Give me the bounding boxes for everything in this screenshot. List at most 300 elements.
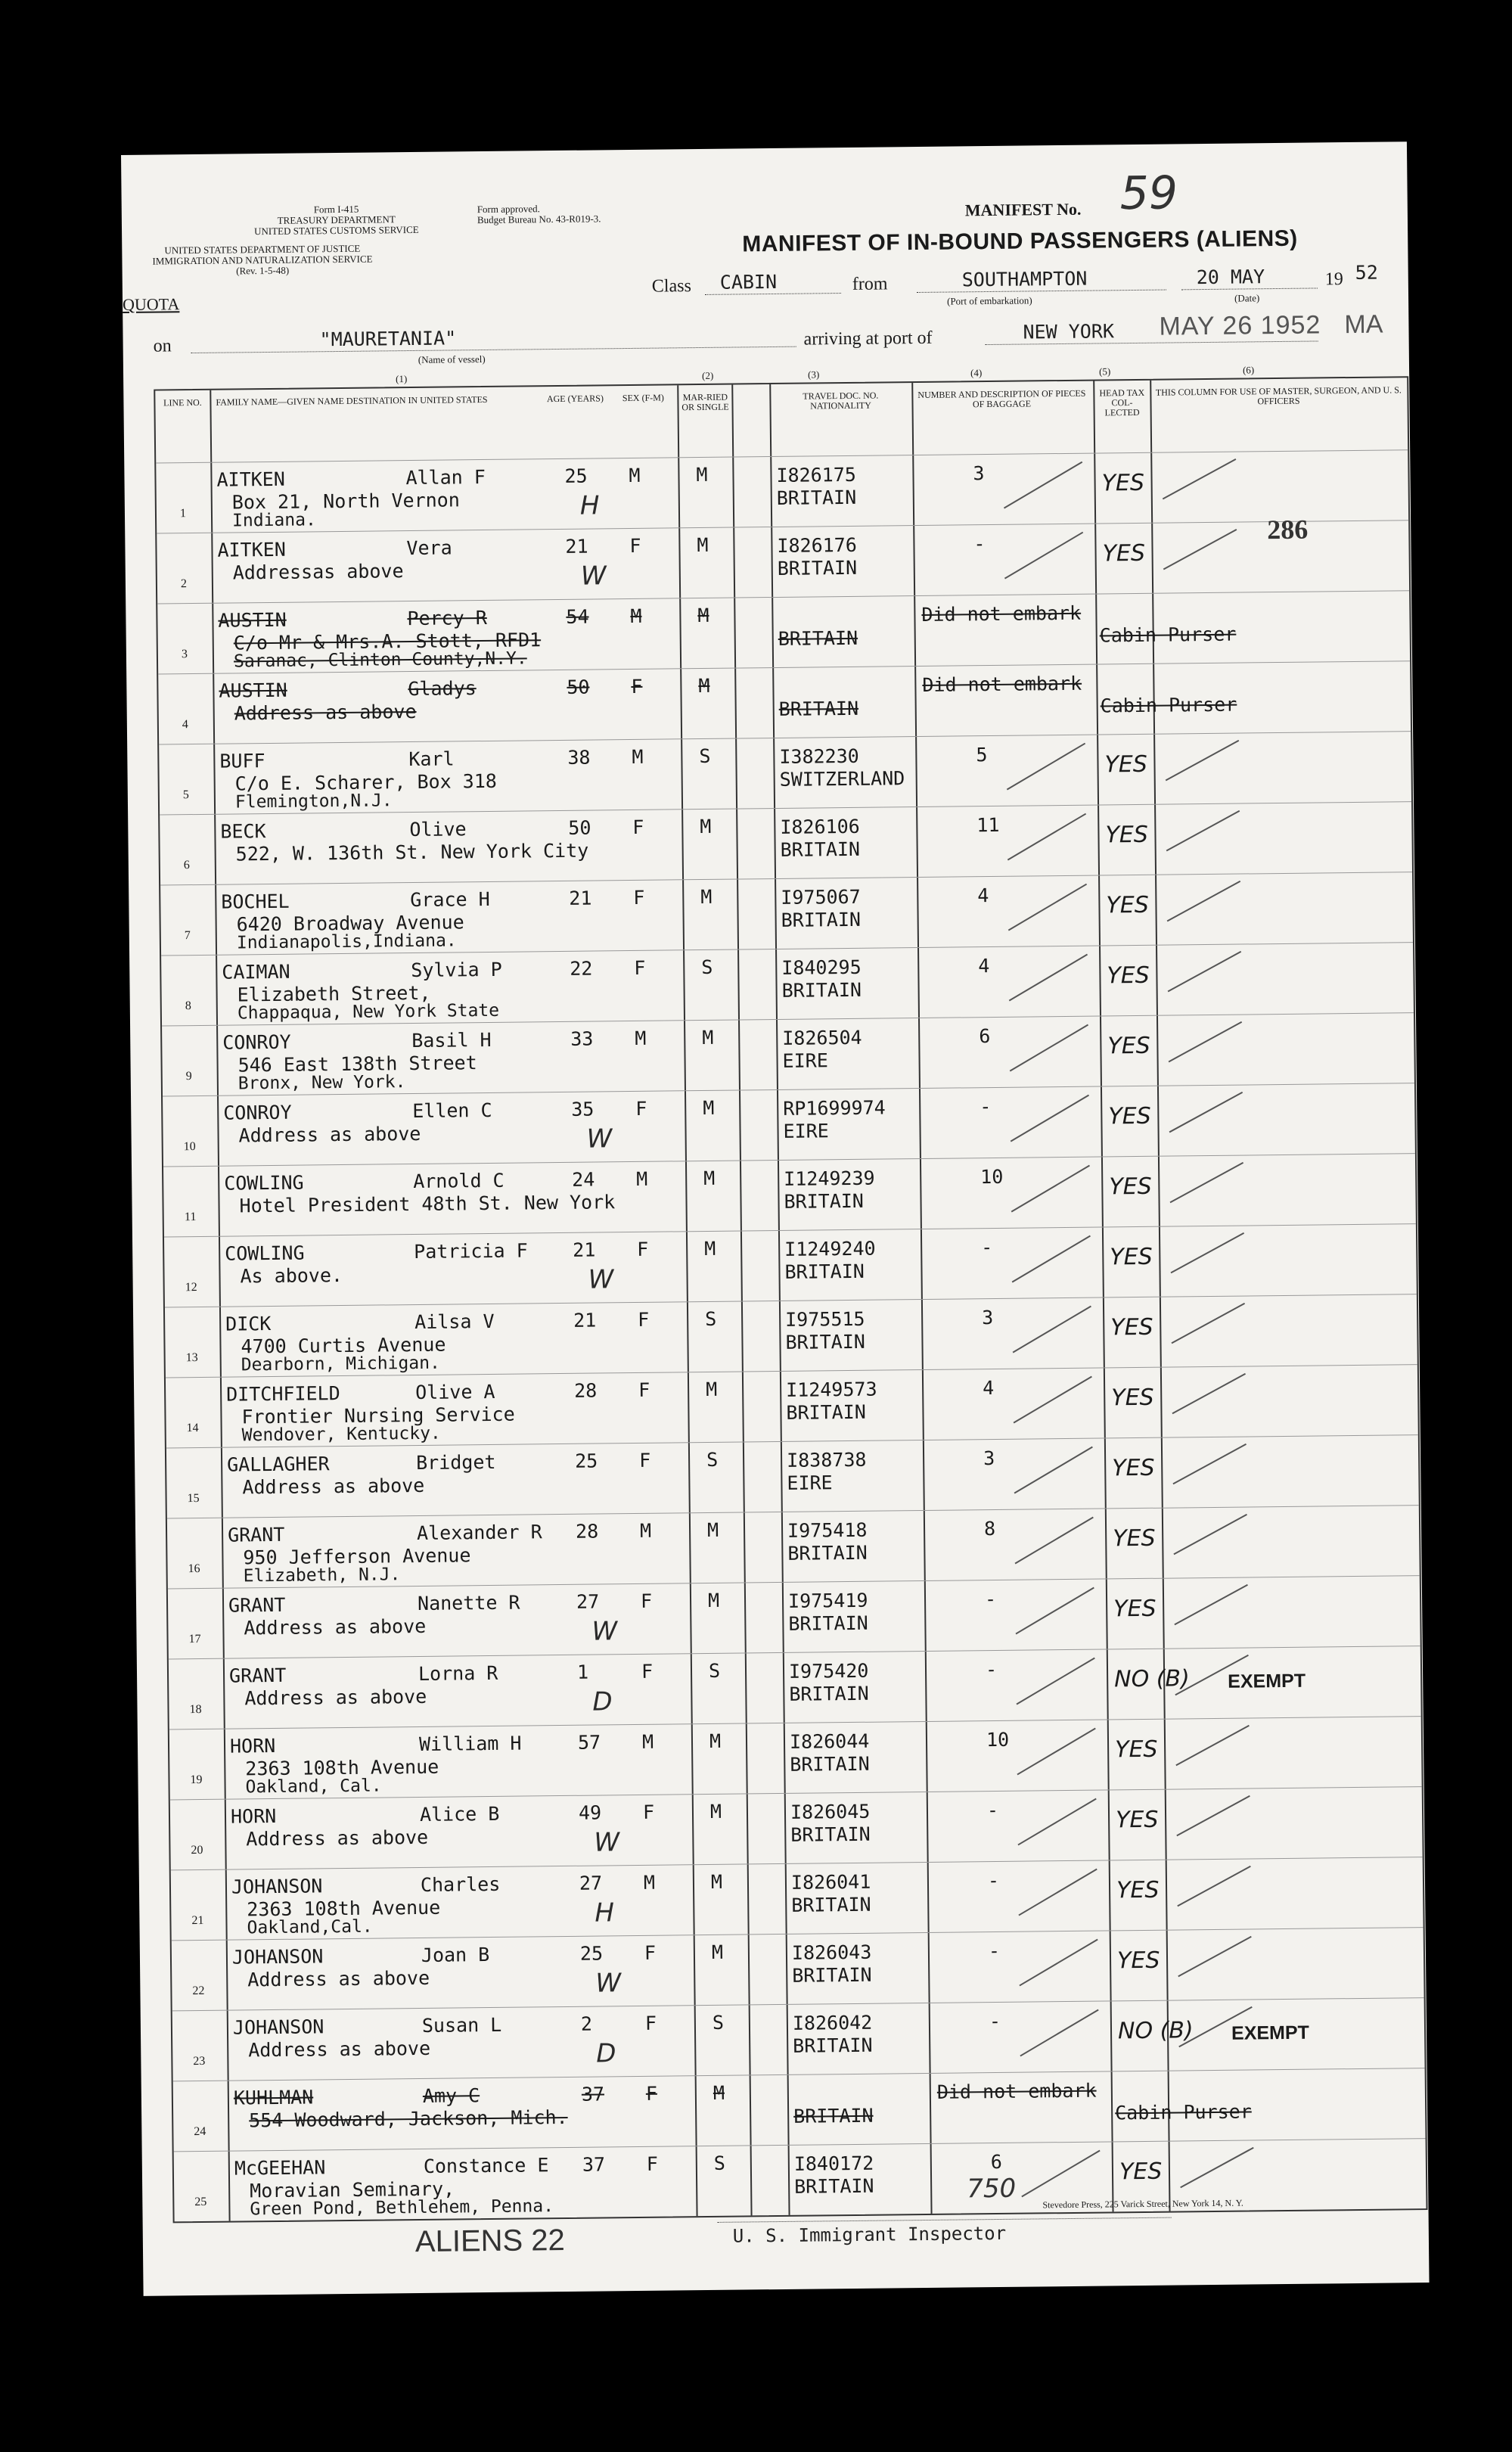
check-stroke — [1170, 1162, 1244, 1203]
head-tax: NO (B) — [1113, 1665, 1190, 1693]
age: 37 — [581, 2083, 605, 2105]
marital-status: M — [696, 463, 708, 486]
nationality: BRITAIN — [792, 1963, 872, 1987]
travel-doc-no: I826045 — [790, 1800, 871, 1823]
line-number: 15 — [187, 1492, 200, 1506]
sex: F — [635, 1097, 647, 1120]
family-name: JOHANSON — [231, 1945, 324, 1969]
family-name: BOCHEL — [221, 890, 290, 913]
check-stroke — [1171, 1232, 1245, 1273]
handwritten-mark: W — [591, 1616, 618, 1647]
head-tax: YES — [1108, 1102, 1151, 1130]
travel-doc-no: I826176 — [777, 533, 857, 557]
handwritten-mark: D — [596, 2038, 616, 2069]
baggage: 4 — [978, 955, 990, 977]
head-tax: YES — [1106, 891, 1149, 919]
justice-label: UNITED STATES DEPARTMENT OF JUSTICE — [164, 242, 361, 256]
age: 21 — [569, 887, 592, 909]
line-number: 4 — [182, 718, 188, 732]
line-number: 13 — [185, 1351, 198, 1365]
head-tax: Cabin Purser — [1100, 693, 1237, 717]
nationality: EIRE — [782, 1049, 828, 1072]
sex: M — [643, 1871, 656, 1894]
given-name: Amy C — [422, 2084, 480, 2107]
nationality: BRITAIN — [785, 1330, 865, 1353]
head-tax: Cabin Purser — [1115, 2100, 1252, 2124]
check-stroke — [1014, 1447, 1093, 1494]
age: 28 — [575, 1520, 599, 1543]
check-stroke — [1016, 1658, 1094, 1705]
destination: Address as above — [242, 1474, 425, 1499]
customs-label: UNITED STATES CUSTOMS SERVICE — [253, 223, 419, 238]
baggage: - — [987, 1869, 1000, 1892]
age: 21 — [573, 1238, 596, 1261]
marital-status: M — [713, 2081, 725, 2104]
baggage: - — [989, 2009, 1001, 2033]
sex: F — [634, 956, 646, 979]
marital-status: M — [704, 1237, 716, 1260]
header-age: AGE (YEARS) — [546, 393, 604, 405]
nationality: BRITAIN — [790, 1752, 870, 1776]
baggage: 10 — [986, 1728, 1010, 1751]
manifest-page — [121, 141, 1430, 2296]
head-tax: Cabin Purser — [1099, 623, 1237, 647]
handwritten-mark: H — [595, 1897, 615, 1928]
marital-status: M — [697, 533, 709, 557]
sex: F — [631, 675, 643, 698]
head-tax: YES — [1101, 469, 1145, 497]
family-name: CONROY — [223, 1101, 292, 1124]
given-name: Olive A — [414, 1380, 495, 1404]
line-number: 22 — [192, 1984, 205, 1998]
age: 2 — [580, 2012, 593, 2035]
given-name: Olive — [409, 818, 467, 841]
family-name: COWLING — [225, 1242, 305, 1265]
age: 21 — [573, 1309, 597, 1332]
baggage: Did not embark — [921, 601, 1082, 626]
check-stroke — [1168, 951, 1242, 992]
nationality: BRITAIN — [787, 1541, 868, 1565]
header-officers: THIS COLUMN FOR USE OF MASTER, SURGEON, AND U. S. OFFICERS — [1155, 384, 1402, 407]
head-tax: NO (B) — [1117, 2017, 1194, 2045]
marital-status: M — [703, 1167, 716, 1190]
check-stroke — [1009, 954, 1088, 1002]
check-stroke — [1163, 458, 1237, 499]
check-stroke — [1014, 1376, 1092, 1424]
destination: 2363 108th Avenue — [247, 1896, 441, 1921]
check-stroke — [1013, 1306, 1091, 1353]
manifest-no: 59 — [1119, 166, 1178, 221]
family-name: GRANT — [228, 1593, 286, 1617]
nationality: BRITAIN — [777, 556, 858, 580]
check-stroke — [1180, 2147, 1254, 2188]
destination-line-2: Flemington,N.J. — [234, 791, 393, 813]
sex: F — [633, 886, 645, 909]
destination: As above. — [240, 1264, 343, 1288]
port-caption: (Port of embarkation) — [947, 294, 1032, 307]
family-name: McGEEHAN — [234, 2156, 326, 2180]
given-name: Basil H — [411, 1028, 492, 1052]
check-stroke — [1008, 884, 1087, 931]
travel-doc-no: I1249573 — [785, 1378, 877, 1401]
marital-status: M — [700, 885, 713, 909]
destination-line-2: Elizabeth, N.J. — [243, 1565, 401, 1586]
travel-doc-no: I826041 — [790, 1870, 871, 1894]
table-row — [174, 2138, 1427, 2222]
destination-line-2: Chappaqua, New York State — [237, 1000, 500, 1024]
age: 38 — [567, 746, 591, 769]
destination: Address as above — [234, 700, 417, 725]
punch-hole-4 — [70, 787, 105, 822]
age: 54 — [566, 605, 589, 628]
line-number: 20 — [191, 1843, 203, 1857]
header-head-tax: HEAD TAX COL-LECTED — [1099, 387, 1145, 418]
marital-status: M — [702, 1026, 714, 1049]
head-tax: YES — [1119, 2158, 1163, 2186]
head-tax: YES — [1114, 1736, 1158, 1764]
punch-hole-8 — [70, 2209, 105, 2244]
age: 33 — [570, 1027, 594, 1050]
head-tax: YES — [1109, 1173, 1152, 1201]
given-name: Gladys — [408, 677, 477, 701]
nationality: BRITAIN — [788, 1611, 868, 1635]
nationality: EIRE — [783, 1120, 829, 1142]
baggage: Did not embark — [936, 2079, 1097, 2103]
marital-status: S — [706, 1448, 719, 1471]
header-name: FAMILY NAME—GIVEN NAME DESTINATION IN UNITED STATES — [216, 393, 488, 408]
check-stroke — [1004, 532, 1083, 580]
nationality: BRITAIN — [793, 2104, 874, 2127]
given-name: Vera — [406, 536, 452, 560]
age: 37 — [582, 2153, 606, 2176]
destination: Address as above — [247, 1966, 430, 1991]
line-number: 3 — [181, 648, 188, 661]
check-stroke — [1173, 1514, 1247, 1555]
travel-doc-no: I826175 — [776, 463, 856, 486]
line-number: 7 — [184, 929, 191, 943]
check-stroke — [1169, 1021, 1243, 1062]
age: 24 — [572, 1168, 595, 1191]
check-stroke — [1166, 740, 1240, 781]
marital-status: M — [698, 674, 710, 698]
travel-doc-no: I975067 — [781, 885, 861, 909]
head-tax: YES — [1110, 1243, 1153, 1271]
nationality: BRITAIN — [793, 2034, 873, 2057]
given-name: Alice B — [419, 1802, 500, 1826]
marital-status: M — [711, 1941, 724, 1963]
destination: C/o E. Scharer, Box 318 — [234, 769, 498, 795]
marital-status: M — [705, 1378, 718, 1400]
check-stroke — [1172, 1373, 1246, 1414]
inspector-line — [718, 2217, 1172, 2223]
sex: F — [629, 534, 641, 557]
marital-status: M — [709, 1800, 722, 1823]
vessel-name: "MAURETANIA" — [319, 327, 457, 351]
destination: 2363 108th Avenue — [245, 1755, 439, 1780]
destination-line-2: Oakland,Cal. — [247, 1916, 373, 1938]
age: 49 — [578, 1801, 602, 1824]
nationality: BRITAIN — [789, 1682, 869, 1705]
punch-hole-7 — [70, 1816, 105, 1851]
budget-label: Budget Bureau No. 43-R019-3. — [477, 213, 601, 226]
officer-note: EXEMPT — [1228, 1670, 1306, 1692]
handwritten-mark: W — [588, 1264, 614, 1295]
line-number: 25 — [194, 2195, 207, 2209]
nationality: BRITAIN — [778, 697, 859, 720]
given-name: Alexander R — [416, 1521, 542, 1545]
inspector-label: U. S. Immigrant Inspector — [732, 2222, 1007, 2247]
head-tax: YES — [1116, 1947, 1160, 1975]
family-name: HORN — [230, 1804, 277, 1828]
handwritten-mark: W — [594, 1827, 620, 1858]
head-tax: YES — [1107, 962, 1150, 990]
travel-doc-no: I826044 — [789, 1729, 870, 1753]
destination-line-2: Indiana. — [231, 510, 316, 531]
destination-line-2: Dearborn, Michigan. — [241, 1353, 440, 1375]
marital-status: S — [708, 1659, 721, 1682]
year-value: 52 — [1355, 261, 1378, 284]
destination-line-2: Green Pond, Bethlehem, Penna. — [250, 2196, 554, 2220]
given-name: Ailsa V — [414, 1310, 495, 1334]
line-number: 12 — [185, 1281, 197, 1294]
destination: 554 Woodward, Jackson, Mich. — [249, 2105, 568, 2132]
destination: C/o Mr & Mrs.A. Stott, RFD1 — [233, 629, 542, 654]
check-stroke — [1019, 1939, 1098, 1987]
sex: F — [640, 1590, 653, 1612]
sex: F — [637, 1238, 649, 1260]
destination: Moravian Seminary, — [250, 2177, 455, 2202]
sex: M — [639, 1519, 652, 1542]
punch-hole-1 — [70, 225, 105, 260]
class-label: Class — [651, 276, 692, 297]
given-name: Sylvia P — [411, 958, 502, 982]
family-name: AUSTIN — [218, 608, 287, 632]
passenger-table — [154, 376, 1427, 2223]
family-name: BECK — [220, 820, 266, 843]
travel-doc-no: I826042 — [792, 2011, 873, 2034]
sex: F — [638, 1449, 651, 1472]
destination: 6420 Broadway Avenue — [236, 911, 464, 936]
header-line-no: LINE NO. — [163, 396, 202, 409]
given-name: Arnold C — [413, 1169, 505, 1193]
given-name: Joan B — [421, 1944, 490, 1966]
age: 50 — [567, 676, 590, 698]
baggage: 3 — [973, 462, 985, 485]
family-name: GALLAGHER — [226, 1453, 330, 1476]
marital-status: M — [703, 1096, 715, 1120]
class-value: CABIN — [719, 270, 778, 294]
approval-block — [477, 203, 601, 225]
check-stroke — [1167, 881, 1241, 921]
destination: 522, W. 136th St. New York City — [235, 839, 589, 866]
sex: F — [632, 816, 644, 838]
sex: M — [635, 1027, 647, 1049]
check-stroke — [1016, 1587, 1094, 1635]
family-name: HORN — [229, 1734, 276, 1757]
baggage: - — [973, 533, 986, 555]
head-tax: YES — [1115, 1806, 1159, 1834]
family-name: AITKEN — [216, 468, 285, 491]
stamp-suffix: MA — [1344, 309, 1383, 340]
family-name: AITKEN — [217, 538, 286, 561]
travel-doc-no: I382230 — [779, 744, 859, 768]
head-tax: YES — [1110, 1313, 1153, 1341]
travel-doc-no: RP1699974 — [783, 1096, 886, 1120]
travel-doc-no: I840295 — [781, 956, 862, 979]
check-stroke — [1174, 1584, 1248, 1625]
printer-label: Stevedore Press, 225 Varick Street, New York 14, N. Y. — [1042, 2197, 1243, 2211]
family-name: AUSTIN — [219, 679, 287, 702]
baggage: 10 — [980, 1165, 1004, 1189]
given-name: Charles — [420, 1872, 501, 1896]
family-name: DITCHFIELD — [226, 1382, 340, 1406]
punch-hole-3 — [70, 685, 105, 719]
travel-doc-no: I975420 — [788, 1659, 869, 1683]
check-stroke — [1166, 810, 1240, 851]
header-baggage: NUMBER AND DESCRIPTION OF PIECES OF BAGGAGE — [917, 387, 1086, 410]
check-stroke — [1163, 529, 1237, 570]
check-stroke — [1007, 813, 1086, 861]
family-name: CONROY — [222, 1030, 291, 1054]
baggage: 6 — [979, 1025, 991, 1048]
destination-line-2: Wendover, Kentucky. — [241, 1423, 441, 1446]
age: 25 — [579, 1942, 604, 1965]
line-number: 19 — [190, 1773, 203, 1787]
vessel-underline — [191, 347, 796, 353]
baggage: 4 — [977, 884, 989, 907]
date-value: 20 MAY — [1196, 266, 1265, 289]
check-stroke — [1007, 743, 1085, 791]
sex: M — [636, 1167, 648, 1190]
punch-hole-2 — [70, 348, 105, 383]
given-name: Susan L — [421, 2013, 502, 2037]
age: 25 — [564, 465, 588, 487]
check-stroke — [1011, 1165, 1090, 1213]
destination: Address as above — [246, 1826, 429, 1851]
line-number: 21 — [191, 1913, 204, 1928]
travel-doc-no: I975419 — [787, 1589, 868, 1612]
baggage: 8 — [983, 1517, 996, 1540]
check-stroke — [1020, 2009, 1098, 2057]
check-stroke — [1012, 1235, 1091, 1283]
page-title: MANIFEST OF IN-BOUND PASSENGERS (ALIENS) — [742, 225, 1298, 257]
travel-doc-no: I1249239 — [784, 1167, 875, 1190]
family-name: DICK — [225, 1313, 272, 1335]
destination-line-2: Saranac, Clinton County,N.Y. — [233, 648, 527, 672]
age: 28 — [573, 1379, 598, 1402]
sex: M — [629, 464, 641, 486]
head-tax: YES — [1104, 751, 1148, 778]
given-name: Constance E — [423, 2154, 549, 2177]
check-stroke — [1010, 1024, 1088, 1072]
check-stroke — [1004, 461, 1082, 509]
arrival-stamp: MAY 26 1952 — [1159, 310, 1321, 341]
sex: F — [644, 1941, 657, 1964]
nationality: BRITAIN — [791, 1893, 871, 1916]
nationality: BRITAIN — [780, 838, 861, 861]
nationality: BRITAIN — [778, 626, 858, 650]
officer-note: EXEMPT — [1231, 2022, 1310, 2044]
line-number: 1 — [179, 507, 187, 521]
vessel-caption: (Name of vessel) — [418, 353, 486, 365]
approved-label: Form approved. — [477, 203, 540, 216]
form-number: Form I-415 — [313, 203, 359, 216]
line-number: 2 — [180, 577, 188, 591]
given-name: Lorna R — [418, 1661, 498, 1685]
nationality: SWITZERLAND — [779, 767, 905, 791]
on-label: on — [153, 336, 172, 356]
handwritten-mark: W — [580, 561, 607, 592]
line-number: 23 — [193, 2054, 206, 2068]
travel-doc-no: I826043 — [791, 1941, 872, 1964]
form-agency-block — [254, 204, 419, 237]
given-name: Percy R — [407, 606, 487, 630]
punch-hole-6 — [70, 1528, 105, 1563]
ins-label: IMMIGRATION AND NATURALIZATION SERVICE — [152, 253, 373, 267]
nationality: BRITAIN — [776, 486, 857, 509]
travel-doc-no: I826106 — [780, 815, 860, 838]
baggage: - — [981, 1236, 993, 1259]
destination: Hotel President 48th St. New York — [239, 1191, 616, 1217]
line-number: 10 — [183, 1140, 196, 1154]
check-stroke — [1178, 1936, 1252, 1977]
marital-status: M — [706, 1518, 719, 1541]
destination: 4700 Curtis Avenue — [241, 1333, 446, 1358]
header-travel-doc: TRAVEL DOC. NO. NATIONALITY — [803, 390, 879, 412]
quota-label: QUOTA — [122, 294, 180, 314]
check-stroke — [1175, 1725, 1250, 1766]
sex: M — [630, 604, 642, 627]
travel-doc-no: I840172 — [793, 2152, 874, 2175]
nationality: BRITAIN — [784, 1260, 865, 1283]
baggage: - — [988, 1939, 1001, 1963]
handwritten-mark: W — [595, 1968, 622, 1999]
family-name: JOHANSON — [231, 1875, 323, 1898]
arrival-port: NEW YORK — [1023, 320, 1115, 343]
baggage: - — [980, 1095, 992, 1118]
sex: F — [638, 1308, 650, 1331]
arriving-label: arriving at port of — [803, 328, 933, 350]
check-stroke — [1172, 1444, 1247, 1484]
handwritten-mark: W — [586, 1123, 613, 1155]
baggage: - — [986, 1798, 999, 1822]
check-stroke — [1172, 1303, 1246, 1344]
family-name: KUHLMAN — [233, 2086, 314, 2109]
check-stroke — [1017, 1798, 1096, 1846]
age: 21 — [565, 535, 588, 558]
destination: Address as above — [244, 1685, 427, 1710]
head-tax: YES — [1107, 1032, 1150, 1060]
check-stroke — [1011, 1095, 1089, 1142]
destination: Box 21, North Vernon — [231, 489, 460, 514]
check-stroke — [1169, 1092, 1243, 1133]
destination-line-2: Indianapolis,Indiana. — [236, 931, 457, 953]
col-number-2: (2) — [702, 369, 714, 381]
line-number: 11 — [184, 1210, 197, 1224]
aliens-count: ALIENS 22 — [414, 2224, 566, 2259]
manifest-no-label: MANIFEST No. — [964, 199, 1082, 220]
year-prefix: 19 — [1324, 269, 1343, 290]
destination-line-2: Bronx, New York. — [238, 1072, 406, 1094]
destination: Elizabeth Street, — [237, 981, 431, 1006]
head-tax: YES — [1111, 1384, 1154, 1412]
baggage: 3 — [983, 1447, 995, 1470]
family-name: CAIMAN — [222, 960, 290, 984]
marital-status: M — [697, 604, 709, 627]
check-stroke — [1176, 1795, 1250, 1836]
nationality: BRITAIN — [786, 1400, 866, 1424]
col-number-3: (3) — [808, 368, 820, 381]
